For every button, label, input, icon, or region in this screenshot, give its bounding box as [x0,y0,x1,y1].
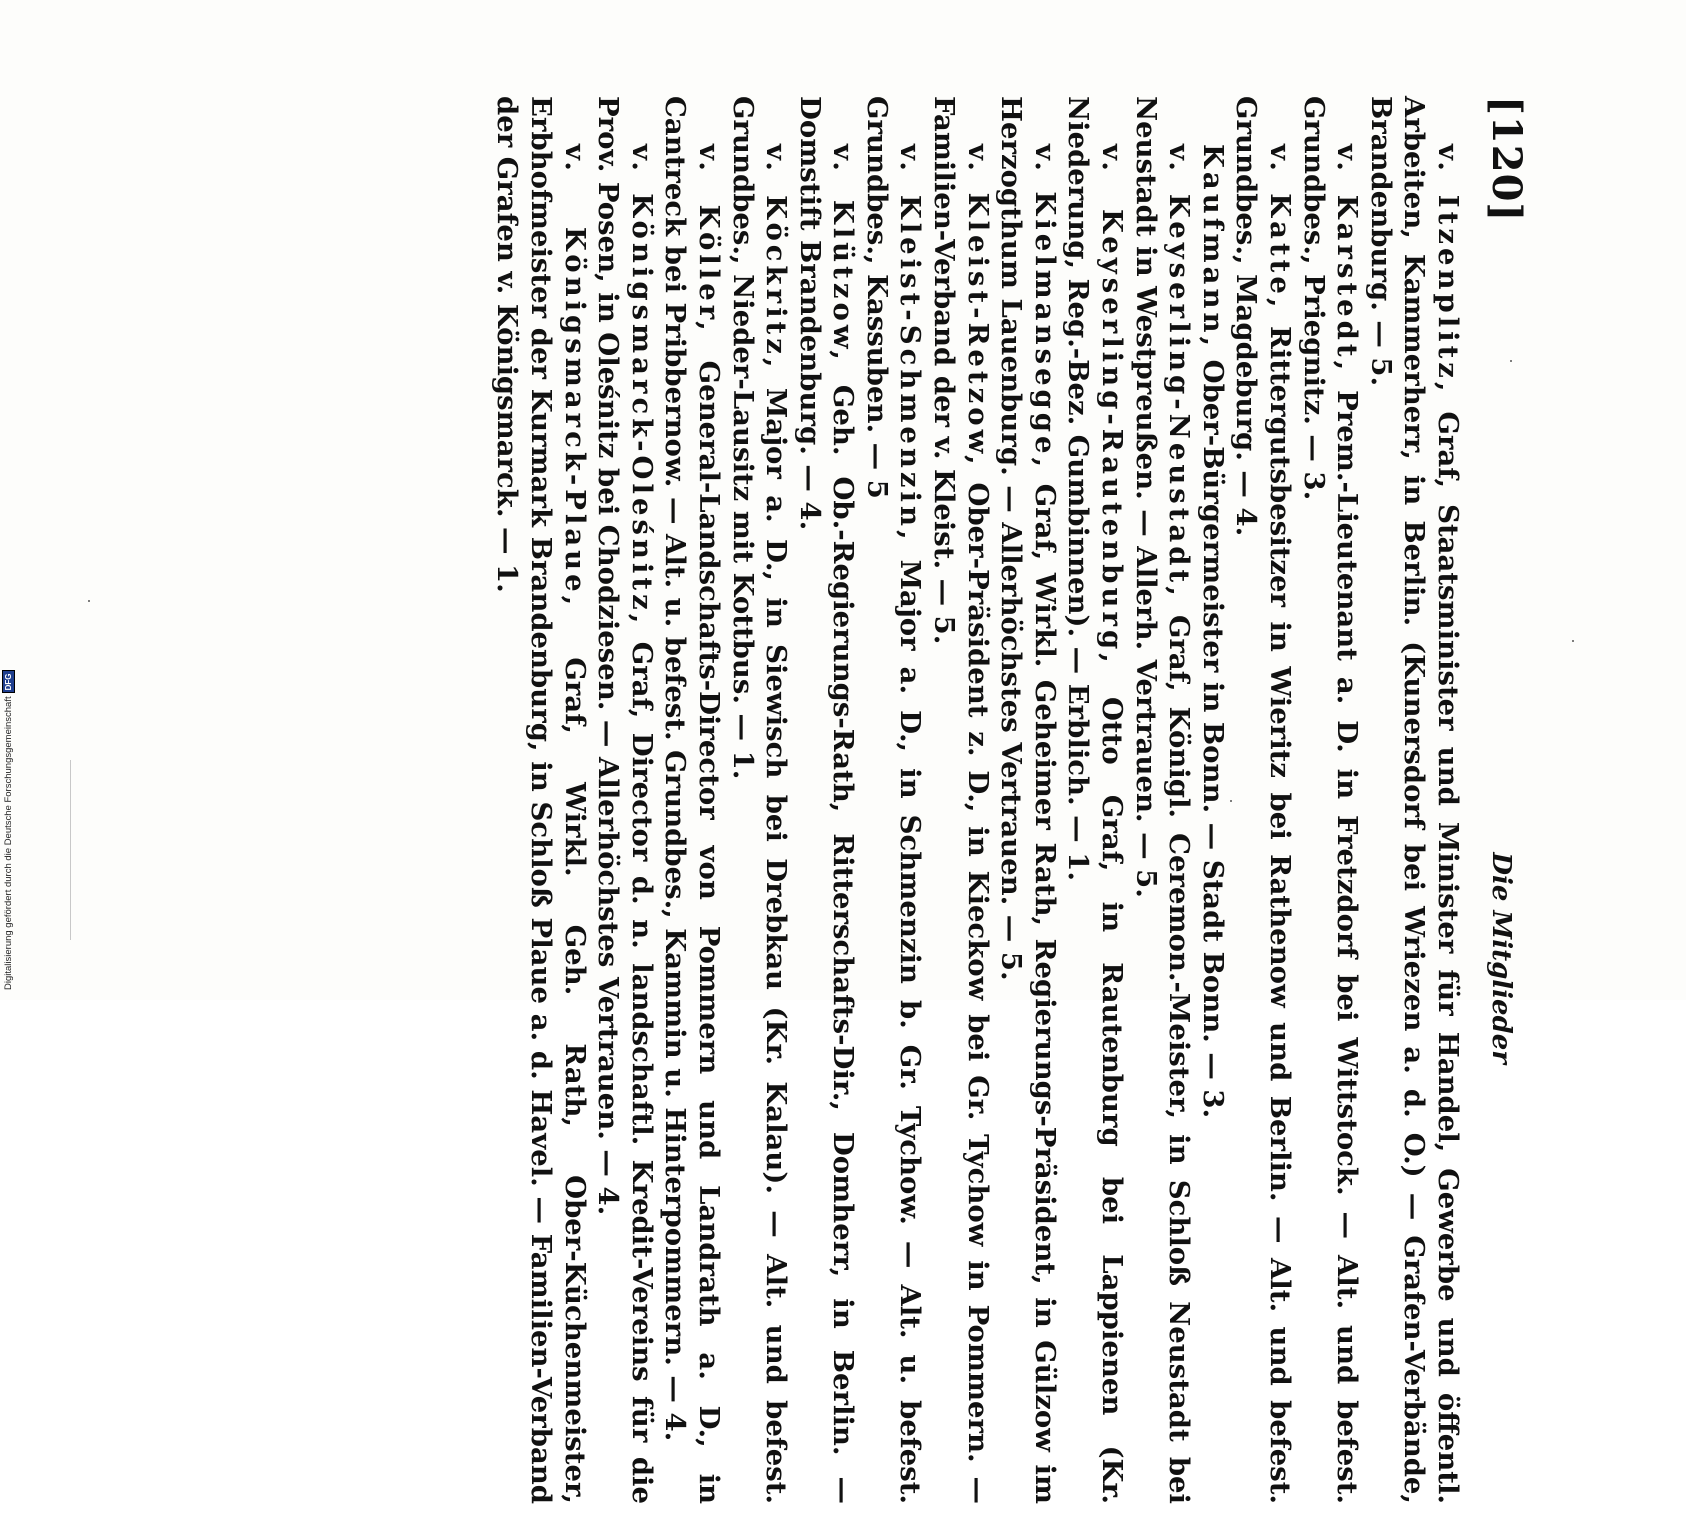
member-details: Graf, Königl. Ceremon.-Meister, in Schloß Neustadt bei Neustadt in Westpreußen. — Allerh. Vertrauen. — 5. [1129,96,1196,1504]
member-details: Graf, Director d. n. landschaftl. Kredit-Vereins für die Prov. Posen, in Oleśnitz bei Chodziesen. — Allerhöchstes Vertrauen. — 4. [592,96,658,1504]
member-entry [1061,96,1128,1504]
scan-edge-line [70,760,71,940]
member-name: v. Königsmarck-Oleśnitz, [625,144,658,628]
member-details: Graf, Wirkl. Geh. Rath, Ober-Küchenmeister, Erbhofmeister der Kurmark Brandenburg, in Schloß Plaue a. d. Havel. — Familien-Verband der Grafen v. Königsmarck. — 1. [491,96,591,1505]
member-details: Prem.-Lieutenant a. D. in Fretzdorf bei Wittstock. — Alt. und befest. Grundbes., Priegnitz. — 3. [1297,96,1364,1504]
member-name: v. Karstedt, [1331,144,1364,375]
page-number: [120] [1483,96,1530,223]
member-name: v. Katte, [1264,144,1297,312]
member-details: Graf, Staatsminister und Minister für Handel, Gewerbe und öffentl. Arbeiten, Kammerherr, in Berlin. (Kunersdorf bei Wriezen a. d. O.) — Grafen-Verbände, Brandenburg. — 5. [1364,96,1464,1505]
member-entry [591,96,658,1504]
member-name: v. Kleist-Schmenzin, [894,144,927,544]
scan-speck [1230,800,1232,802]
member-name: v. Köckritz, [760,144,793,372]
member-details: Geh. Ob.-Regierungs-Rath, Ritterschafts-Dir., Domherr, in Berlin. — Domstift Brandenburg. — 4. [793,96,860,1504]
credit-text: Digitalisierung gefördert durch die Deutsche Forschungsgemeinschaft [3,696,14,990]
member-details: General-Landschafts-Director von Pommern und Landrath a. D., in Cantreck bei Pribbernow. — Alt. u. befest. Grundbes., Kammin u. Hinterpommern. — 4. [659,96,725,1505]
member-entry [792,96,859,1504]
member-name: v. Keyserling-Rautenburg, [1096,144,1129,667]
page-header [1470,80,1530,1520]
member-name: v. Itzenplitz, [1432,144,1464,396]
member-details: Otto Graf, in Rautenburg bei Lappienen (Kr. Niederung, Reg.-Bez. Gumbinnen). — Erblich. — 1. [1062,96,1129,1504]
scan-speck [1572,640,1574,642]
member-entry [725,96,792,1504]
scan-speck [1510,360,1512,362]
member-entry [1229,96,1296,1504]
member-details: Graf, Wirkl. Geheimer Rath, Regierungs-Präsident, in Gülzow im Herzogthum Lauenburg. — Allerhöchstes Vertrauen. — 5. [995,96,1061,1504]
member-name: v. Klützow, [827,144,860,364]
member-details: Rittergutsbesitzer in Wieritz bei Rathenow und Berlin. — Alt. und befest. Grundbes., Magdeburg. — 4. [1230,96,1297,1504]
scan-speck [88,600,90,602]
member-entry [1195,96,1229,1504]
member-entry [1296,96,1363,1504]
member-name: v. Keyserling-Neustadt, [1163,144,1196,600]
digitization-credit [0,0,16,1000]
member-entry [994,96,1061,1504]
member-entry [859,96,926,1504]
rotated-page-content [180,80,1530,1520]
member-entry [490,96,591,1504]
member-name: v. Köller, [692,144,725,335]
member-name: v. Kielmansegge, [1028,144,1061,472]
dfg-logo: DFG [2,671,15,694]
member-entry [1128,96,1195,1504]
member-details: Major a. D., in Schmenzin b. Gr. Tychow. — Alt. u. befest. Grundbes., Kassuben. — 5 [860,96,927,1504]
member-details: Ober-Bürgermeister in Bonn. — Stadt Bonn. — 3. [1196,359,1229,1119]
running-title: Die Mitglieder [1486,852,1516,1064]
member-entry [1363,96,1464,1504]
member-details: Major a. D., in Siewisch bei Drebkau (Kr. Kalau). — Alt. und befest. Grundbes., Nieder-Lausitz mit Kottbus. — 1. [726,96,793,1504]
member-name: v. Königsmarck-Plaue, [558,144,591,610]
member-entry [658,96,725,1504]
member-name: v. Kleist-Retzow, [961,144,994,469]
member-entry [927,96,994,1504]
member-details: Ober-Präsident z. D., in Kieckow bei Gr. Tychow in Pommern. — Familien-Verband der v. Kleist. — 5. [928,96,994,1504]
member-list [490,80,1470,1520]
member-name: Kaufmann, [1196,144,1229,351]
